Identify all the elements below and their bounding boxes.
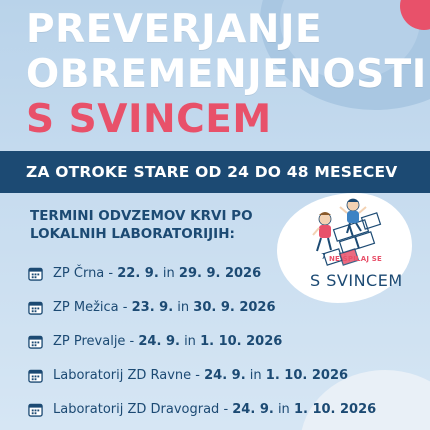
logo-slogan-small: NE ŠPILAJ SE — [329, 255, 382, 263]
appointments-heading — [30, 208, 290, 243]
appointment-location: ZP Črna - — [53, 265, 118, 281]
age-band-text: ZA OTROKE STARE OD 24 DO 48 MESECEV — [26, 163, 398, 181]
logo-slogan-big: S SVINCEM — [310, 271, 403, 290]
appointment-location: ZP Prevalje - — [53, 333, 139, 349]
appointment-date-2: 1. 10. 2026 — [293, 401, 377, 417]
child-figure-left — [313, 212, 331, 251]
age-band — [0, 151, 430, 193]
list-item — [28, 364, 348, 386]
appointment-connector: in — [273, 401, 294, 417]
calendar-icon — [28, 368, 43, 383]
title-line-2: OBREMENJENOSTI — [26, 52, 427, 97]
appointment-connector: in — [179, 333, 201, 349]
appointment-text — [53, 368, 348, 383]
appointment-date-1: 23. 9. — [131, 299, 174, 315]
list-item — [28, 398, 376, 420]
poster-title — [26, 6, 427, 142]
appointment-location: ZP Mežica - — [53, 299, 132, 315]
logo-digit: 7 — [321, 252, 327, 261]
appointment-connector: in — [158, 265, 179, 281]
appointment-connector: in — [173, 299, 194, 315]
heading-line-2: LOKALNIH LABORATORIJIH: — [30, 225, 235, 242]
title-line-3: S SVINCEM — [26, 97, 272, 142]
calendar-icon — [28, 334, 43, 349]
list-item — [28, 330, 282, 352]
calendar-icon — [28, 402, 43, 417]
title-line-1: PREVERJANJE — [26, 7, 323, 52]
list-item — [28, 262, 261, 284]
appointment-date-2: 1. 10. 2026 — [265, 367, 349, 383]
calendar-icon — [28, 300, 43, 315]
appointment-date-1: 24. 9. — [232, 401, 274, 417]
appointment-date-2: 29. 9. 2026 — [178, 265, 262, 281]
appointment-date-2: 1. 10. 2026 — [200, 333, 283, 349]
appointment-location: Laboratorij ZD Ravne - — [53, 367, 205, 383]
appointment-text — [53, 266, 261, 281]
calendar-icon — [28, 266, 43, 281]
appointment-date-2: 30. 9. 2026 — [193, 299, 276, 315]
appointment-date-1: 22. 9. — [117, 265, 159, 281]
campaign-logo — [277, 193, 412, 303]
appointment-text — [53, 402, 376, 417]
appointment-connector: in — [245, 367, 266, 383]
appointment-date-1: 24. 9. — [204, 367, 246, 383]
appointment-date-1: 24. 9. — [138, 333, 180, 349]
appointment-text — [53, 300, 276, 315]
appointment-location: Laboratorij ZD Dravograd - — [53, 401, 233, 417]
child-figure-right — [340, 199, 366, 233]
heading-line-1: TERMINI ODVZEMOV KRVI PO — [30, 208, 253, 224]
appointment-text — [53, 334, 282, 349]
list-item — [28, 296, 276, 318]
